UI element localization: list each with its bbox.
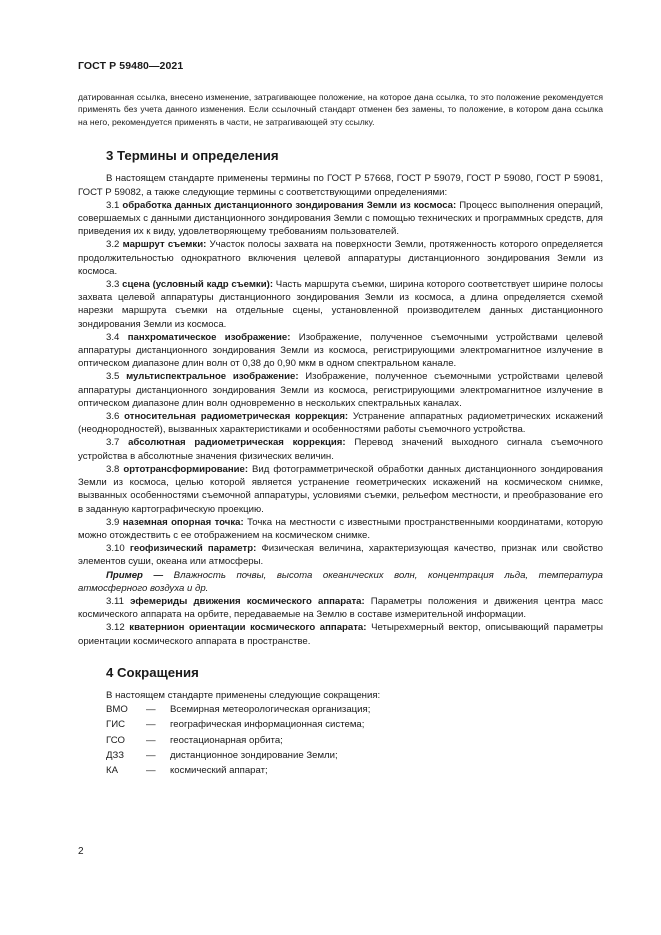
intro-paragraph: датированная ссылка, внесено изменение, затрагивающее положение, на которое дана ссылка, то это положение рекомендуется применять без учета данного изменения. Если ссылочный стандарт отменен без замены, то положение, в котором дана ссылка на него, рекомендуется применять в части, не затрагивающей эту ссылку. <box>78 92 603 127</box>
term-definition <box>78 542 603 568</box>
example-lead: Пример — <box>106 569 164 581</box>
term-definition <box>78 621 603 647</box>
section-3-intro: В настоящем стандарте применены термины по ГОСТ Р 57668, ГОСТ Р 59079, ГОСТ Р 59080, ГОСТ Р 59081, ГОСТ Р 59082, а также следующие термины с соответствующими определениями: <box>78 173 603 198</box>
term-number: 3.10 <box>106 543 125 555</box>
abbreviation-code: ДЗЗ <box>106 749 125 761</box>
abbreviations-list <box>78 702 603 778</box>
section-4-title: 4 Сокращения <box>106 664 199 680</box>
abbreviation-row <box>78 717 603 732</box>
standard-header: ГОСТ Р 59480—2021 <box>78 60 184 72</box>
abbreviation-dash: — <box>146 704 156 716</box>
term-name: абсолютная радиометрическая коррекция: <box>128 437 346 449</box>
term-name: маршрут съемки: <box>122 239 207 251</box>
example-text: Влажность почвы, высота океанических волн, концентрация льда, температура атмосферного воздуха и др. <box>78 569 603 594</box>
term-definition <box>78 436 603 462</box>
abbreviation-dash: — <box>146 719 156 731</box>
abbreviation-definition: дистанционное зондирование Земли; <box>170 749 338 761</box>
abbreviation-dash: — <box>146 749 156 761</box>
term-number: 3.8 <box>106 463 120 475</box>
page-number: 2 <box>78 846 84 857</box>
example-note <box>78 569 603 595</box>
term-text: Физическая величина, характеризующая качество, признак или свойство элементов суши, океана или атмосферы. <box>78 543 603 568</box>
term-definition <box>78 516 603 542</box>
term-definition <box>78 278 603 331</box>
term-definition <box>78 370 603 410</box>
term-text: Изображение, полученное съемочными устройствами целевой аппаратуры дистанционного зондирования Земли из космоса, регистрирующими электромагнитное излучение в оптическом диапазоне длин волн одновременно в нескольких спектральных каналах. <box>78 371 603 409</box>
term-text: Точка на местности с известными пространственными координатами, которую можно отождествить с ее отображением на космическом снимке. <box>78 516 603 541</box>
term-text: Перевод значений выходного сигнала съемочного устройства в абсолютные значения физических величин. <box>78 437 604 462</box>
term-name: относительная радиометрическая коррекция: <box>124 411 349 423</box>
term-text: Процесс выполнения операций, совершаемых с данными дистанционного зондирования Земли с помощью технических и программных средств, для приведения их к виду, удовлетворяющему требованиям пользователей. <box>78 199 603 238</box>
term-definition <box>78 331 603 371</box>
abbreviation-row <box>78 733 603 748</box>
term-definition <box>78 410 603 436</box>
term-name: сцена (условный кадр съемки): <box>122 279 274 291</box>
terms-after-list <box>78 595 603 648</box>
term-name: геофизический параметр: <box>129 543 257 555</box>
term-number: 3.9 <box>106 516 120 528</box>
term-text: Четырехмерный вектор, описывающий параметры ориентации космического аппарата в пространстве. <box>78 622 603 647</box>
abbreviation-code: ГИС <box>106 719 126 731</box>
term-name: обработка данных дистанционного зондирования Земли из космоса: <box>122 199 457 211</box>
abbreviation-code: КА <box>106 764 118 776</box>
term-definition <box>78 463 603 516</box>
abbreviation-code: ГСО <box>106 734 125 746</box>
term-name: панхроматическое изображение: <box>127 331 291 343</box>
term-name: наземная опорная точка: <box>122 516 244 528</box>
term-definition <box>78 199 603 239</box>
term-name: эфемериды движения космического аппарата: <box>130 595 365 607</box>
term-number: 3.2 <box>106 239 120 251</box>
abbreviation-dash: — <box>146 764 156 776</box>
abbreviation-definition: космический аппарат; <box>170 764 268 776</box>
term-number: 3.3 <box>106 279 120 291</box>
abbreviation-definition: Всемирная метеорологическая организация; <box>170 704 371 716</box>
term-text: Вид фотограмметрической обработки данных дистанционного зондирования Земли из космоса, целью которой является устранение геометрических искажений на космическом снимке, вызванных особенностями съемочной аппаратуры, условиями съемки, рельефом местности, и преобразование его в заданную картографическую проекцию. <box>78 463 603 515</box>
terms-list <box>78 199 603 569</box>
term-definition <box>78 238 603 278</box>
section-4-intro: В настоящем стандарте применены следующие сокращения: <box>106 689 381 701</box>
term-text: Изображение, полученное съемочными устройствами целевой аппаратуры дистанционного зондирования Земли из космоса, регистрирующими электромагнитное излучение в оптическом диапазоне длин волн от 0,38 до 0,90 мкм в одном спектральном канале. <box>78 331 603 370</box>
term-number: 3.1 <box>106 199 120 211</box>
abbreviation-definition: географическая информационная система; <box>170 719 365 731</box>
term-text: Участок полосы захвата на поверхности Земли, протяженность которого определяется продолжительностью однократного включения целевой аппаратуры дистанционного зондирования Земли из космоса. <box>78 239 603 277</box>
term-number: 3.7 <box>106 437 120 449</box>
abbreviation-row <box>78 748 603 763</box>
page-content <box>78 91 603 778</box>
term-text: Часть маршрута съемки, ширина которого соответствует ширине полосы захвата целевой аппаратуры дистанционного зондирования Земли из космоса, а длина определяется схемой нарезки маршрута съемки на отдельные сцены, установленной производителем данных дистанционного зондирования Земли из космоса. <box>78 279 603 330</box>
term-number: 3.12 <box>106 622 125 634</box>
term-number: 3.4 <box>106 331 120 343</box>
abbreviation-dash: — <box>146 734 156 746</box>
term-name: мультиспектральное изображение: <box>126 371 299 383</box>
section-3-title: 3 Термины и определения <box>106 148 279 164</box>
term-number: 3.6 <box>106 411 120 423</box>
term-text: Параметры положения и движения центра масс космического аппарата на орбите, передаваемые на Землю в составе измерительной информации. <box>78 595 603 621</box>
term-number: 3.5 <box>106 371 120 383</box>
abbreviation-row <box>78 702 603 717</box>
abbreviation-row <box>78 763 603 778</box>
term-definition <box>78 595 603 621</box>
abbreviation-definition: геостационарная орбита; <box>170 734 283 746</box>
term-text: Устранение аппаратных радиометрических искажений (неоднородностей), вызванных характеристиками и особенностями работы съемочного устройства. <box>78 411 603 436</box>
term-name: кватернион ориентации космического аппарата: <box>129 622 367 634</box>
term-number: 3.11 <box>106 595 124 607</box>
abbreviation-code: ВМО <box>106 704 128 716</box>
term-name: ортотрансформирование: <box>123 463 249 475</box>
